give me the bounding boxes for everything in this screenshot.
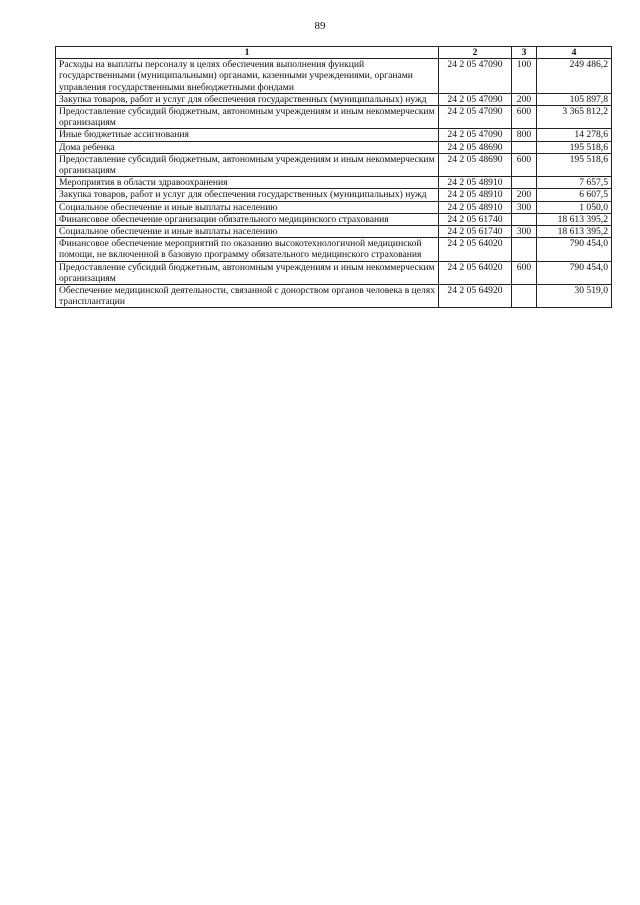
table-row: [56, 189, 612, 201]
table-row: [56, 238, 612, 261]
row-name: Дома ребенка: [56, 141, 439, 153]
table-row: [56, 129, 612, 141]
row-amount: 18 613 395,2: [537, 213, 612, 225]
row-type: 200: [512, 93, 537, 105]
row-code: 24 2 05 61740: [439, 226, 512, 238]
page-number: 89: [314, 20, 326, 32]
row-amount: 195 518,6: [537, 141, 612, 153]
row-amount: 30 519,0: [537, 285, 612, 308]
row-name: Расходы на выплаты персоналу в целях обеспечения выполнения функций государственными (муниципальными) органами, казенными учреждениями, органами управления государственными внебюджетными фондами: [56, 59, 439, 94]
table-row: [56, 177, 612, 189]
row-amount: 3 365 812,2: [537, 106, 612, 129]
row-type: 600: [512, 106, 537, 129]
row-code: 24 2 05 47090: [439, 106, 512, 129]
budget-table: [55, 46, 612, 308]
row-code: 24 2 05 47090: [439, 129, 512, 141]
column-header-code: 2: [439, 47, 512, 59]
row-amount: 249 486,2: [537, 59, 612, 94]
row-code: 24 2 05 64920: [439, 285, 512, 308]
row-type: [512, 285, 537, 308]
table-row: [56, 285, 612, 308]
row-name: Финансовое обеспечение организации обязательного медицинского страхования: [56, 213, 439, 225]
row-code: 24 2 05 64020: [439, 238, 512, 261]
row-name: Социальное обеспечение и иные выплаты населению: [56, 226, 439, 238]
row-name: Закупка товаров, работ и услуг для обеспечения государственных (муниципальных) нужд: [56, 93, 439, 105]
row-type: 800: [512, 129, 537, 141]
row-amount: 1 050,0: [537, 201, 612, 213]
row-type: [512, 238, 537, 261]
row-type: 300: [512, 201, 537, 213]
table-header-row: [56, 47, 612, 59]
row-code: 24 2 05 47090: [439, 59, 512, 94]
table-row: [56, 213, 612, 225]
table-row: [56, 59, 612, 94]
row-name: Закупка товаров, работ и услуг для обеспечения государственных (муниципальных) нужд: [56, 189, 439, 201]
table-row: [56, 153, 612, 176]
table-row: [56, 93, 612, 105]
row-code: 24 2 05 48690: [439, 141, 512, 153]
row-amount: 6 607,5: [537, 189, 612, 201]
row-type: 300: [512, 226, 537, 238]
column-header-name: 1: [56, 47, 439, 59]
row-amount: 790 454,0: [537, 238, 612, 261]
row-code: 24 2 05 48690: [439, 153, 512, 176]
table-row: [56, 261, 612, 284]
row-code: 24 2 05 64020: [439, 261, 512, 284]
table-row: [56, 226, 612, 238]
column-header-type: 3: [512, 47, 537, 59]
row-name: Финансовое обеспечение мероприятий по оказанию высокотехнологичной медицинской помощи, не включенной в базовую программу обязательного медицинского страхования: [56, 238, 439, 261]
row-amount: 18 613 395,2: [537, 226, 612, 238]
row-name: Мероприятия в области здравоохранения: [56, 177, 439, 189]
row-code: 24 2 05 47090: [439, 93, 512, 105]
row-type: 600: [512, 153, 537, 176]
row-type: 100: [512, 59, 537, 94]
column-header-amount: 4: [537, 47, 612, 59]
row-amount: 105 897,8: [537, 93, 612, 105]
row-type: 200: [512, 189, 537, 201]
row-name: Предоставление субсидий бюджетным, автономным учреждениям и иным некоммерческим организациям: [56, 106, 439, 129]
row-amount: 14 278,6: [537, 129, 612, 141]
row-type: 600: [512, 261, 537, 284]
row-amount: 7 657,5: [537, 177, 612, 189]
row-name: Предоставление субсидий бюджетным, автономным учреждениям и иным некоммерческим организациям: [56, 153, 439, 176]
row-name: Предоставление субсидий бюджетным, автономным учреждениям и иным некоммерческим организациям: [56, 261, 439, 284]
row-name: Социальное обеспечение и иные выплаты населению: [56, 201, 439, 213]
table-row: [56, 141, 612, 153]
row-type: [512, 177, 537, 189]
row-name: Иные бюджетные ассигнования: [56, 129, 439, 141]
row-type: [512, 141, 537, 153]
row-name: Обеспечение медицинской деятельности, связанной с донорством органов человека в целях трансплантации: [56, 285, 439, 308]
row-amount: 790 454,0: [537, 261, 612, 284]
row-code: 24 2 05 61740: [439, 213, 512, 225]
row-code: 24 2 05 48910: [439, 189, 512, 201]
table-row: [56, 106, 612, 129]
table-row: [56, 201, 612, 213]
row-amount: 195 518,6: [537, 153, 612, 176]
row-code: 24 2 05 48910: [439, 201, 512, 213]
row-code: 24 2 05 48910: [439, 177, 512, 189]
row-type: [512, 213, 537, 225]
